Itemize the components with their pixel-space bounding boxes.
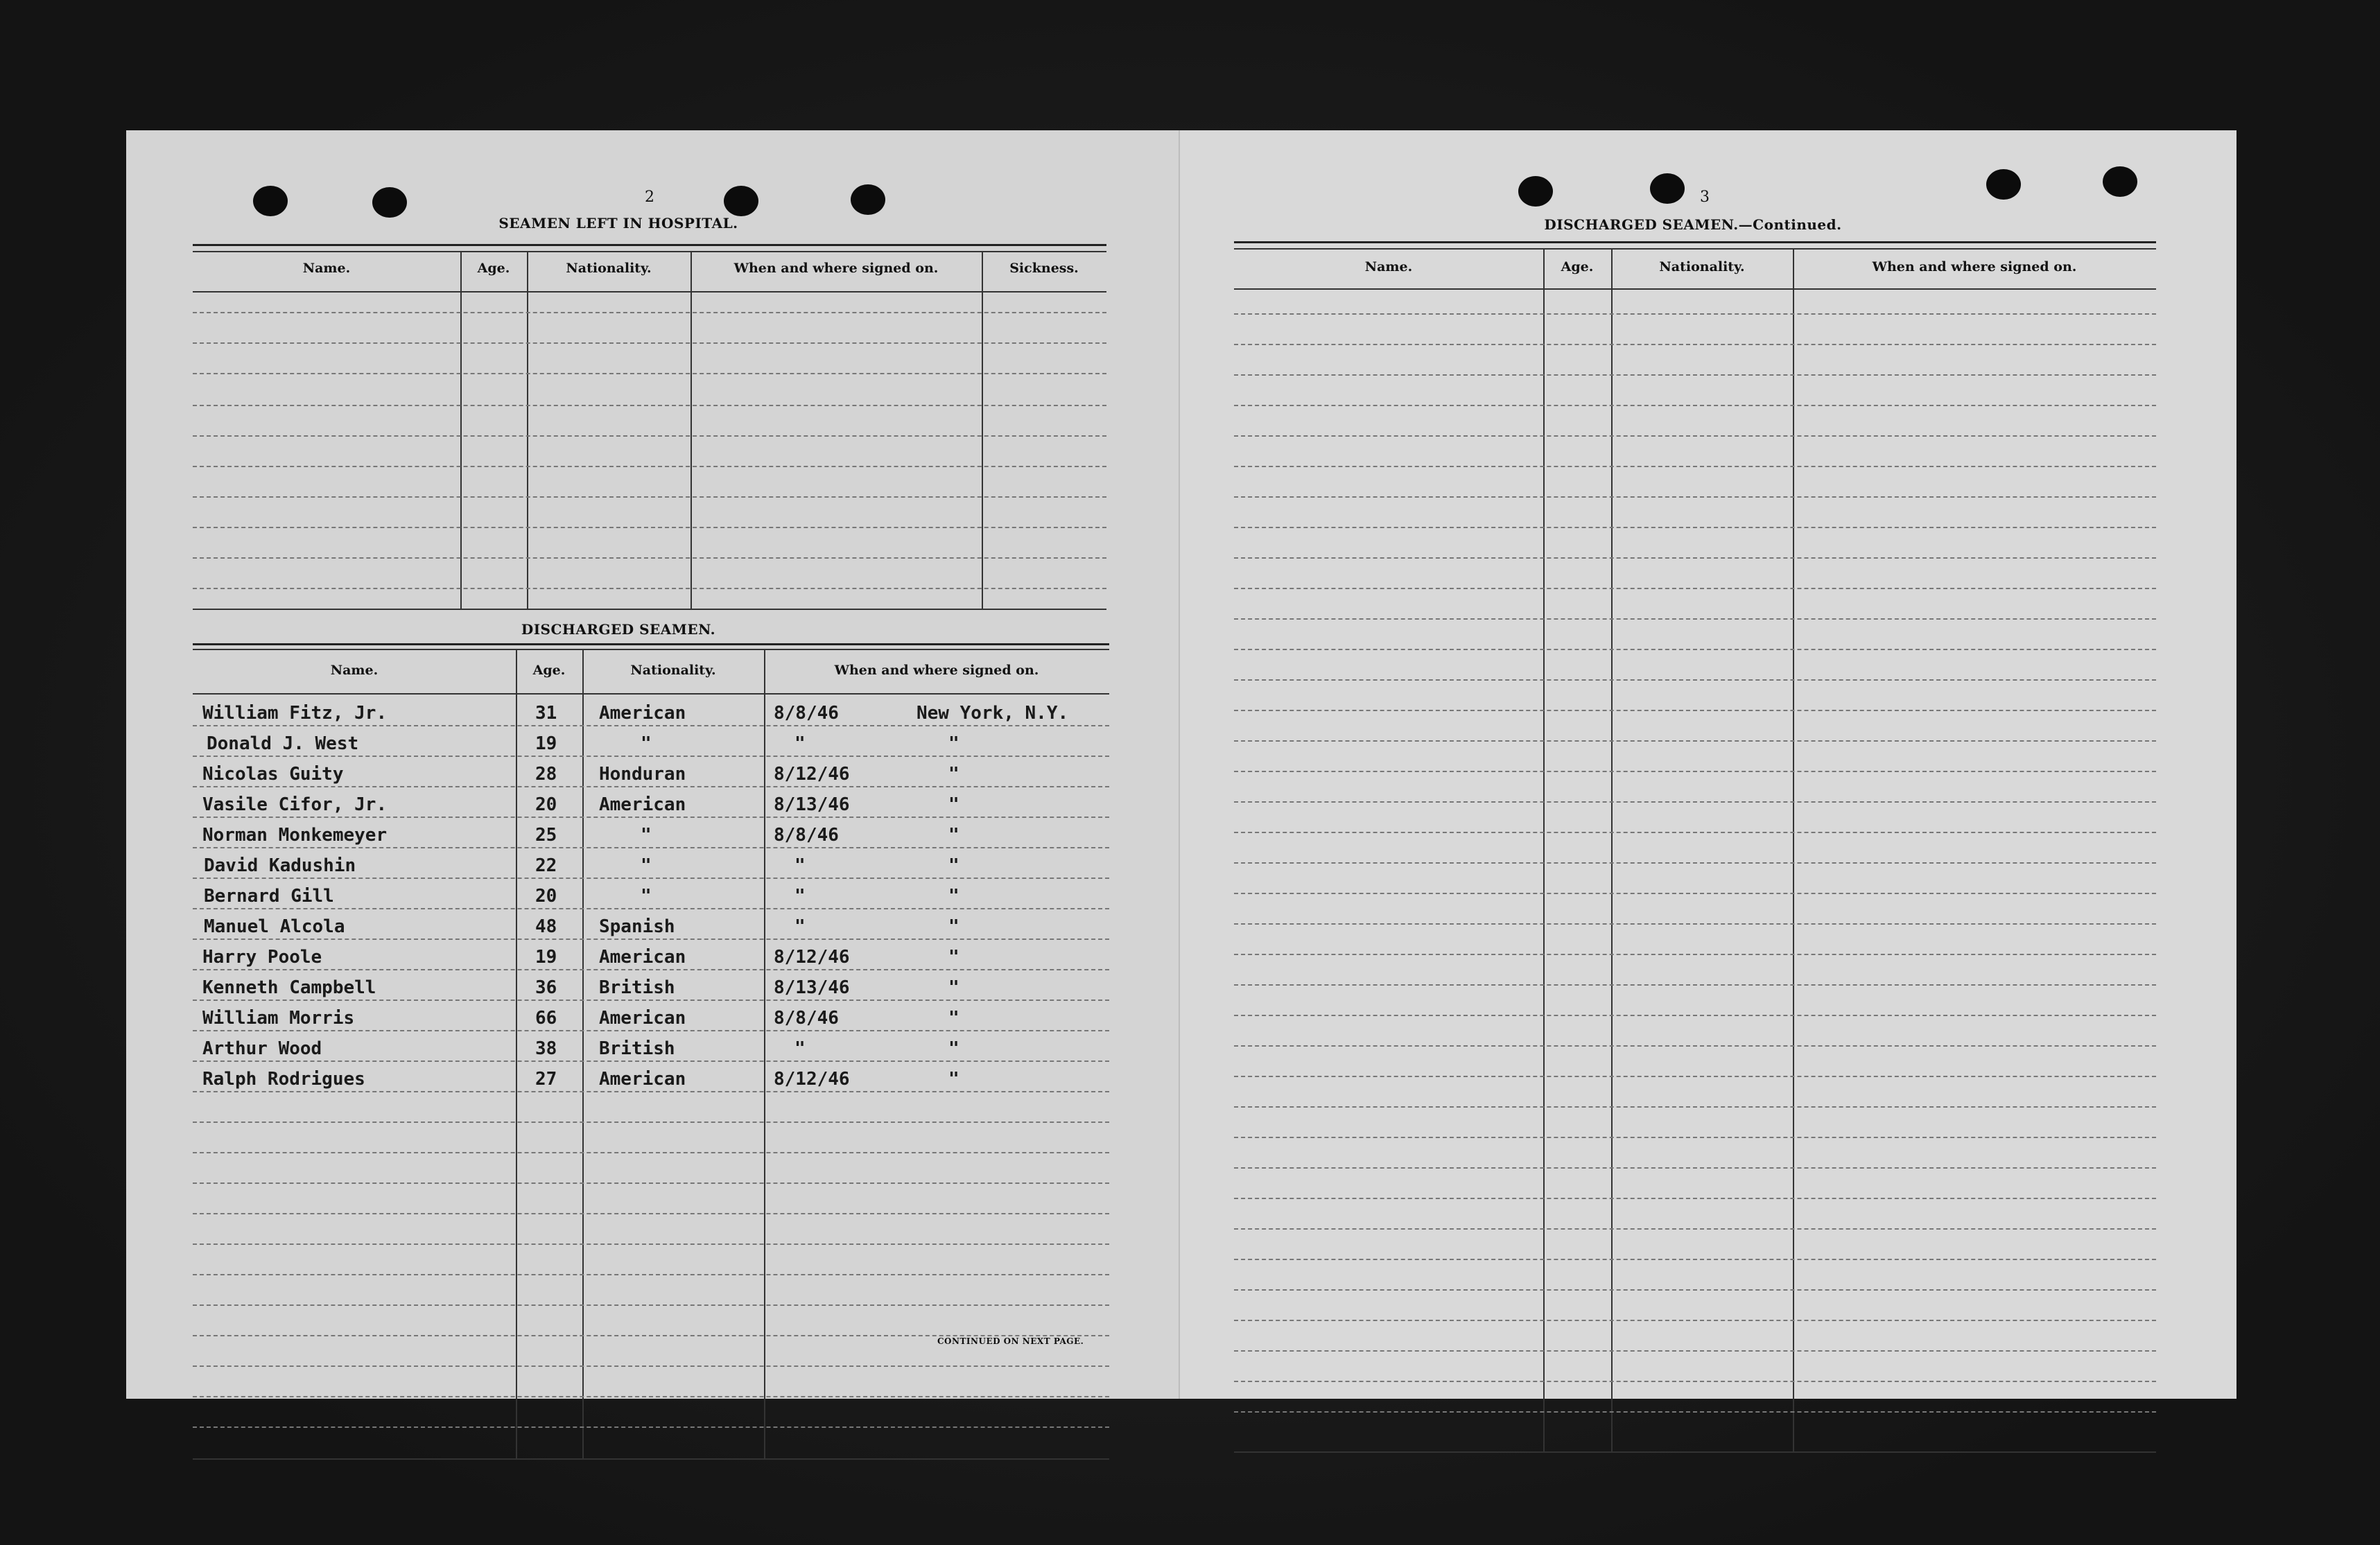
ruled-line	[193, 1365, 1109, 1367]
ruled-line	[1234, 1045, 2156, 1047]
ruled-line	[1234, 771, 2156, 772]
hospital-top-rule	[193, 251, 1106, 252]
table-top-rule	[1234, 241, 2156, 243]
seaman-signed-date: "	[794, 886, 806, 907]
continued-note: CONTINUED ON NEXT PAGE.	[937, 1336, 1084, 1346]
seaman-nationality: Spanish	[599, 916, 675, 937]
ruled-line	[193, 557, 1106, 559]
punch-hole	[724, 186, 758, 216]
seaman-age: 19	[535, 733, 557, 754]
page-number: 3	[1700, 189, 1710, 206]
seaman-signed-place: "	[948, 977, 959, 998]
ruled-line	[193, 1426, 1109, 1428]
ruled-line	[193, 1304, 1109, 1306]
punch-hole	[1986, 169, 2021, 200]
seaman-age: 19	[535, 947, 557, 968]
ruled-line	[1234, 1259, 2156, 1260]
seaman-signed-date: 8/8/46	[774, 1008, 839, 1029]
seaman-signed-date: 8/8/46	[774, 825, 839, 846]
page-number: 2	[645, 189, 654, 206]
seaman-name: Ralph Rodrigues	[202, 1069, 365, 1090]
ruled-line	[193, 908, 1109, 909]
ruled-line	[193, 588, 1106, 589]
seaman-signed-date: "	[794, 855, 806, 876]
seaman-signed-place: New York, N.Y.	[917, 703, 1069, 724]
ruled-line	[193, 342, 1106, 344]
ruled-line	[1234, 1198, 2156, 1199]
hospital-col-nationality: Nationality.	[566, 261, 652, 276]
column-rule	[582, 649, 584, 1458]
seaman-name: Vasile Cifor, Jr.	[202, 794, 388, 815]
seaman-signed-date: "	[794, 916, 806, 937]
ruled-line	[193, 373, 1106, 374]
seaman-age: 22	[535, 855, 557, 876]
seaman-signed-place: "	[948, 733, 959, 754]
ruled-line	[193, 527, 1106, 528]
seaman-nationality: "	[641, 886, 652, 907]
seaman-signed-date: 8/12/46	[774, 1069, 850, 1090]
ruled-line	[1234, 313, 2156, 315]
seaman-nationality: American	[599, 703, 686, 724]
ruled-line	[1234, 1137, 2156, 1138]
right-section-title: DISCHARGED SEAMEN.—Continued.	[1544, 216, 1842, 233]
column-rule	[1611, 248, 1613, 1453]
ruled-line	[1234, 801, 2156, 803]
ruled-line	[193, 786, 1109, 787]
hospital-col-age: Age.	[477, 261, 510, 276]
punch-hole	[253, 186, 288, 216]
table-top-rule	[1234, 248, 2156, 250]
right-col-nationality: Nationality.	[1659, 259, 1745, 274]
ruled-line	[193, 496, 1106, 498]
seaman-age: 25	[535, 825, 557, 846]
ruled-line	[193, 1152, 1109, 1153]
ruled-line	[193, 1091, 1109, 1092]
seaman-age: 31	[535, 703, 557, 724]
ruled-line	[193, 878, 1109, 879]
discharged-top-rule	[193, 649, 1109, 650]
seaman-signed-date: 8/13/46	[774, 794, 850, 815]
column-rule	[460, 251, 462, 609]
ruled-line	[1234, 1320, 2156, 1321]
ruled-line	[1234, 984, 2156, 986]
seaman-age: 38	[535, 1038, 557, 1059]
discharged-section-title: DISCHARGED SEAMEN.	[521, 621, 716, 638]
ruled-line	[1234, 618, 2156, 620]
ruled-line	[1234, 1289, 2156, 1291]
seaman-signed-date: 8/12/46	[774, 764, 850, 785]
ruled-line	[193, 847, 1109, 848]
discharged-col-nationality: Nationality.	[630, 663, 716, 678]
seaman-signed-place: "	[948, 916, 959, 937]
punch-hole	[1518, 176, 1553, 207]
seaman-nationality: American	[599, 794, 686, 815]
seaman-signed-place: "	[948, 794, 959, 815]
ruled-line	[1234, 1076, 2156, 1077]
ruled-line	[1234, 740, 2156, 742]
seaman-name: William Morris	[202, 1008, 355, 1029]
seaman-age: 20	[535, 794, 557, 815]
seaman-signed-place: "	[948, 886, 959, 907]
seaman-nationality: American	[599, 1069, 686, 1090]
ruled-line	[193, 1121, 1109, 1123]
discharged-bottom-rule	[193, 1458, 1109, 1460]
seaman-name: Nicolas Guity	[202, 764, 344, 785]
ruled-line	[1234, 923, 2156, 925]
column-rule	[516, 649, 517, 1458]
ruled-line	[1234, 588, 2156, 589]
ruled-line	[1234, 954, 2156, 955]
seaman-name: David Kadushin	[204, 855, 356, 876]
seaman-signed-date: "	[794, 1038, 806, 1059]
ruled-line	[1234, 679, 2156, 681]
seaman-name: William Fitz, Jr.	[202, 703, 388, 724]
seaman-nationality: "	[641, 733, 652, 754]
ruled-line	[1234, 649, 2156, 650]
punch-hole	[1650, 173, 1685, 204]
ruled-line	[193, 1000, 1109, 1001]
seaman-signed-date: "	[794, 733, 806, 754]
seaman-signed-place: "	[948, 1008, 959, 1029]
column-rule	[764, 649, 765, 1458]
seaman-signed-place: "	[948, 1038, 959, 1059]
ruled-line	[1234, 344, 2156, 345]
ruled-line	[1234, 435, 2156, 437]
discharged-col-signed-on: When and where signed on.	[834, 663, 1039, 678]
ruled-line	[193, 817, 1109, 818]
seaman-nationality: "	[641, 825, 652, 846]
ruled-line	[1234, 1381, 2156, 1382]
seaman-nationality: "	[641, 855, 652, 876]
discharged-header-rule	[193, 693, 1109, 695]
seaman-nationality: British	[599, 977, 675, 998]
ruled-line	[193, 1213, 1109, 1214]
hospital-col-signed-on: When and where signed on.	[733, 261, 939, 276]
ruled-line	[1234, 466, 2156, 467]
seaman-name: Bernard Gill	[204, 886, 334, 907]
seaman-age: 28	[535, 764, 557, 785]
seaman-signed-date: 8/8/46	[774, 703, 839, 724]
seaman-age: 36	[535, 977, 557, 998]
ruled-line	[1234, 527, 2156, 528]
seaman-signed-place: "	[948, 764, 959, 785]
register-sheet	[126, 130, 2236, 1399]
seaman-name: Donald J. West	[207, 733, 359, 754]
header-rule	[1234, 288, 2156, 290]
ruled-line	[1234, 496, 2156, 498]
ruled-line	[1234, 893, 2156, 894]
left-page	[126, 130, 1180, 1399]
ruled-line	[1234, 832, 2156, 833]
seaman-signed-date: 8/13/46	[774, 977, 850, 998]
ruled-line	[1234, 1167, 2156, 1169]
ruled-line	[1234, 1350, 2156, 1352]
seaman-name: Norman Monkemeyer	[202, 825, 388, 846]
hospital-section-title: SEAMEN LEFT IN HOSPITAL.	[498, 215, 738, 232]
ruled-line	[193, 405, 1106, 406]
column-rule	[527, 251, 528, 609]
ruled-line	[193, 435, 1106, 437]
ruled-line	[1234, 374, 2156, 376]
seaman-name: Manuel Alcola	[204, 916, 345, 937]
ruled-line	[1234, 405, 2156, 406]
ruled-line	[1234, 1411, 2156, 1413]
seaman-signed-place: "	[948, 855, 959, 876]
seaman-nationality: Honduran	[599, 764, 686, 785]
ruled-line	[193, 1396, 1109, 1397]
seaman-age: 27	[535, 1069, 557, 1090]
seaman-age: 20	[535, 886, 557, 907]
seaman-signed-place: "	[948, 947, 959, 968]
ruled-line	[1234, 1228, 2156, 1230]
ruled-line	[193, 725, 1109, 726]
column-rule	[690, 251, 692, 609]
ruled-line	[193, 1274, 1109, 1275]
table-bottom-rule	[1234, 1451, 2156, 1453]
ruled-line	[1234, 557, 2156, 559]
ruled-line	[193, 1030, 1109, 1031]
seaman-signed-date: 8/12/46	[774, 947, 850, 968]
ruled-line	[193, 1182, 1109, 1184]
ruled-line	[193, 312, 1106, 313]
punch-hole	[851, 184, 885, 215]
seaman-age: 66	[535, 1008, 557, 1029]
seaman-name: Kenneth Campbell	[202, 977, 376, 998]
seaman-signed-place: "	[948, 825, 959, 846]
column-rule	[1543, 248, 1545, 1453]
punch-hole	[2103, 166, 2137, 197]
punch-hole	[372, 187, 407, 218]
column-rule	[982, 251, 983, 609]
ruled-line	[193, 1060, 1109, 1062]
hospital-header-rule	[193, 291, 1106, 293]
seaman-nationality: American	[599, 947, 686, 968]
discharged-col-age: Age.	[532, 663, 566, 678]
ruled-line	[193, 756, 1109, 757]
ruled-line	[193, 969, 1109, 970]
ruled-line	[193, 939, 1109, 940]
hospital-col-sickness: Sickness.	[1009, 261, 1079, 276]
ruled-line	[1234, 1106, 2156, 1108]
seaman-name: Harry Poole	[202, 947, 322, 968]
discharged-col-name: Name.	[330, 663, 379, 678]
hospital-bottom-rule	[193, 609, 1106, 610]
seaman-nationality: American	[599, 1008, 686, 1029]
ruled-line	[1234, 710, 2156, 711]
ruled-line	[1234, 862, 2156, 864]
right-col-name: Name.	[1364, 259, 1413, 274]
seaman-signed-place: "	[948, 1069, 959, 1090]
hospital-col-name: Name.	[302, 261, 351, 276]
ruled-line	[193, 1243, 1109, 1245]
ruled-line	[1234, 1015, 2156, 1016]
seaman-nationality: British	[599, 1038, 675, 1059]
seaman-name: Arthur Wood	[202, 1038, 322, 1059]
discharged-top-rule	[193, 643, 1109, 645]
hospital-top-rule	[193, 244, 1106, 246]
right-page	[1180, 130, 2236, 1399]
ruled-line	[193, 466, 1106, 467]
seaman-age: 48	[535, 916, 557, 937]
right-col-age: Age.	[1561, 259, 1594, 274]
right-col-signed-on: When and where signed on.	[1872, 259, 2077, 274]
column-rule	[1793, 248, 1794, 1453]
